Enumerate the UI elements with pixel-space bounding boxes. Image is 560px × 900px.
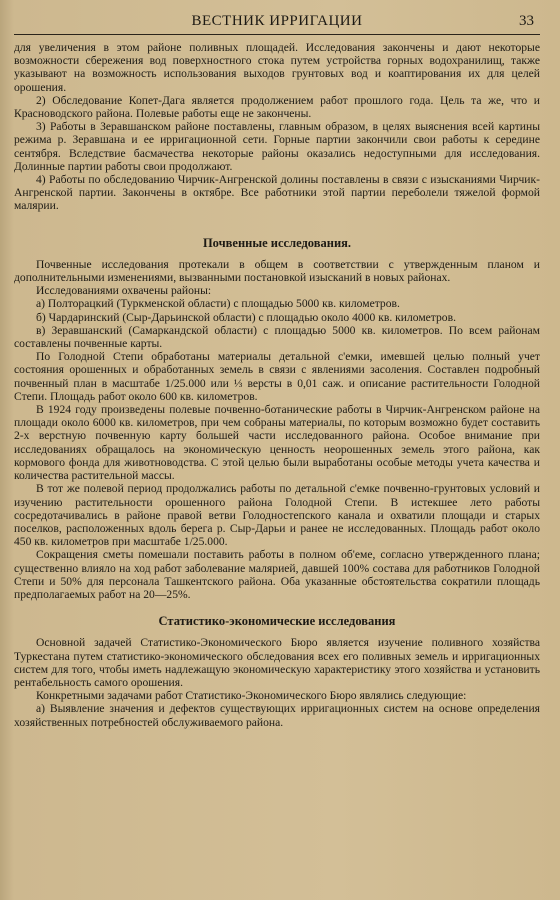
paragraph-golodnaya-step: По Голодной Степи обработаны материалы детальной с'емки, имевшей целью полный учет состояния орошенных и обработанных земель в связи с явлениями засоления. Составлен подробный почвенный план в масштабе 1/25.000 или ⅓ версты в 0,01 саж. и описание растительности Голодной Степи. Площадь работ около 600 кв. километров. <box>14 350 540 403</box>
list-item-poltoratsky: а) Полторацкий (Туркменской области) с площадью 5000 кв. километров. <box>36 297 400 311</box>
paragraph-chirchik-angren: 4) Работы по обследованию Чирчик-Ангренской долины поставлены в связи с изысканиями Чирчик-Ангренской партии. Закончены в октябре. Все работники этой партии переболели тяжелой формой малярии. <box>14 173 540 213</box>
paragraph-regions-covered: Исследованиями охвачены районы: <box>36 284 212 298</box>
list-item-chardarinsky: б) Чардаринский (Сыр-Дарьинской области) с площадью около 4000 кв. километров. <box>36 310 456 324</box>
heading-soil-research: Почвенные исследования. <box>202 235 352 250</box>
paragraph-kopet-dag: 2) Обследование Копет-Дага является продолжением работ прошлого года. Цель та же, что и Красноводского района. Полевые работы еще не закончены. <box>14 93 540 121</box>
heading-statistical-economic: Статистико-экономические исследования <box>158 614 396 629</box>
paragraph-1924-fieldwork: В 1924 году произведены полевые почвенно-ботанические работы в Чирчик-Ангренском районе на площади около 6000 кв. километров, при чем собраны материалы, по которым возможно будет составить 2-х верстную почвенную карту большей части исследованного района. Особое внимание при исследованиях обращалось на экономическую ценность неорошенных земель этого района, как кормового фонда для животноводства. С этой целью были выработаны особые методы учета качества и количества растительной массы. <box>14 403 540 483</box>
list-item-zeravshansky: в) Зеравшанский (Самаркандской области) с площадью 5000 кв. километров. По всем районам составлены почвенные карты. <box>14 323 540 351</box>
paragraph-soil-intro: Почвенные исследования протекали в общем в соответствии с утвержденным планом и дополнительными изменениями, вызванными постановкой изысканий в новых районах. <box>14 257 540 285</box>
paragraph-budget-cuts: Сокращения сметы помешали поставить работы в полном об'еме, согласно утвержденного плана; существенно влияло на ход работ заболевание малярией, давшей 100% состава для работников Голодной Степи и 50% для персонала Ташкентского района. Оба указанные обстоятельства сократили площадь предполагаемых работ на 20—25%. <box>14 548 540 601</box>
paragraph-zeravshan-works: 3) Работы в Зеравшанском районе поставлены, главным образом, в целях выяснения всей картины режима р. Зеравшана и ее ирригационной сети. Горные партии закончили свои работы к середине сентября. Вследствие басмачества некоторые районы оказались недоступными для исследования. Долинные партии работы свои продолжают. <box>14 120 540 173</box>
section-spacer <box>14 213 540 223</box>
article-body <box>14 41 540 729</box>
paragraph-detailed-survey: В тот же полевой период продолжались работы по детальной с'емке почвенно-грунтовых условий и изучению растительности орошенного района Голодной Степи. В истекшее лето работы сосредотачивались в районе правой ветви Голодностепского канала и охватили площади и старых поселков, расположенных вдоль берега р. Сыр-Дарьи и ранее не исследованных. Площадь работ около 450 кв. километров при масштабе 1/25.000. <box>14 482 540 549</box>
page-number: 33 <box>519 13 534 29</box>
paragraph-irrigation-intro: для увеличения в этом районе поливных площадей. Исследования закончены и дают некоторые возможности сбережения вод поверхностного стока путем устройства горных водохранилищ, также указывают на возможность использования выходов грунтовых вод и коаптирования их для целей орошения. <box>14 41 540 94</box>
journal-title: ВЕСТНИК ИРРИГАЦИИ <box>191 13 363 29</box>
list-item-irrigation-defects: а) Выявление значения и дефектов существующих ирригационных систем на основе определения хозяйственных потребностей обслуживаемого района. <box>14 702 540 729</box>
running-header <box>14 12 540 35</box>
paragraph-specific-tasks: Конкретными задачами работ Статистико-Экономического Бюро являлись следующие: <box>36 689 467 703</box>
paragraph-bureau-task: Основной задачей Статистико-Экономического Бюро является изучение поливного хозяйства Туркестана путем статистико-экономического обследования всех его поливных земель и ирригационных систем для того, чтобы иметь надлежащую экономическую характеристику этого хозяйства и установить рентабельность самого орошения. <box>14 636 540 689</box>
